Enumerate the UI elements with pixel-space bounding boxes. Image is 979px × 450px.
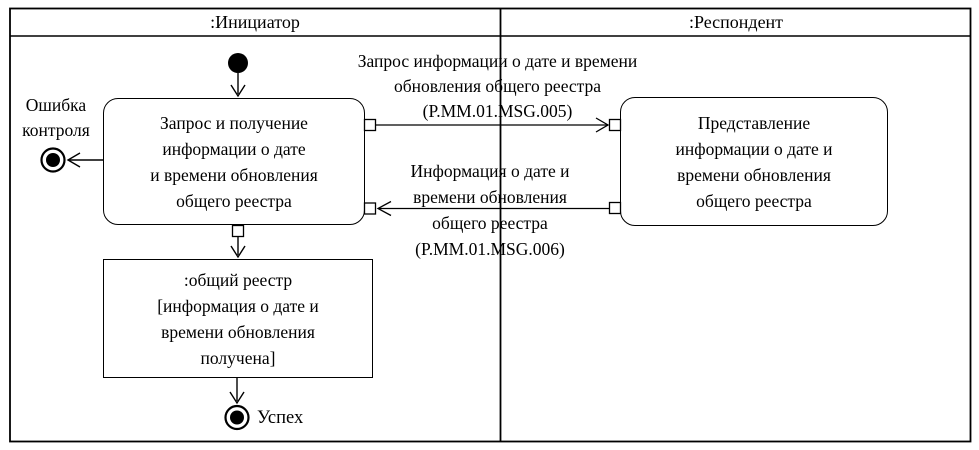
success-final-node — [226, 406, 249, 429]
success-final-label: Успех — [257, 408, 304, 428]
message-line: обновления общего реестра — [393, 76, 602, 96]
message-line: общего реестра — [432, 213, 548, 233]
lane-title: :Респондент — [688, 11, 784, 32]
pin-object-out-icon — [233, 226, 244, 237]
arrowhead-down-icon — [231, 246, 245, 257]
error-final-label — [6, 93, 106, 143]
arrowhead-left-icon — [68, 153, 80, 167]
initial-node — [228, 53, 248, 96]
action-request-info — [103, 98, 365, 225]
lane-title: :Инициатор — [210, 11, 300, 32]
action-label-line: времени обновления — [677, 164, 831, 185]
pin-response-out-icon — [610, 203, 621, 214]
object-common-register — [103, 259, 373, 378]
message-line: (P.MM.01.MSG.005) — [422, 101, 573, 121]
error-final-node — [42, 149, 65, 172]
label-line: Ошибка — [25, 95, 87, 115]
action-label-line: и времени обновления — [150, 164, 318, 185]
message-line: Информация о дате и — [410, 161, 570, 181]
object-label-line: получена] — [200, 347, 276, 368]
action-label-line: общего реестра — [176, 190, 292, 211]
object-flow-arrow — [231, 237, 245, 257]
object-label-line: времени обновления — [161, 321, 315, 342]
action-label-line: информации о дате — [162, 138, 306, 159]
object-label-line: [информация о дате и — [157, 295, 319, 316]
message-line: (P.MM.01.MSG.006) — [415, 239, 565, 259]
arrowhead-down-icon — [231, 85, 245, 96]
label-line: контроля — [22, 120, 90, 140]
arrowhead-down-icon — [230, 392, 244, 403]
action-label-line: Представление — [697, 112, 811, 133]
action-label-line: общего реестра — [696, 190, 812, 211]
action-label-line: информации о дате и — [675, 138, 833, 159]
error-transition-arrow — [68, 153, 103, 167]
message-request-label — [330, 49, 665, 124]
message-response-label — [390, 158, 590, 262]
action-label-line: Запрос и получение — [160, 112, 308, 133]
message-line: Запрос информации о дате и времени — [357, 51, 638, 71]
pin-response-in-icon — [365, 203, 376, 214]
lane-header-initiator — [10, 8, 500, 36]
success-transition-arrow — [230, 378, 244, 403]
object-label-line: :общий реестр — [183, 269, 293, 290]
lane-header-respondent — [501, 8, 971, 36]
message-line: времени обновления — [413, 187, 567, 207]
